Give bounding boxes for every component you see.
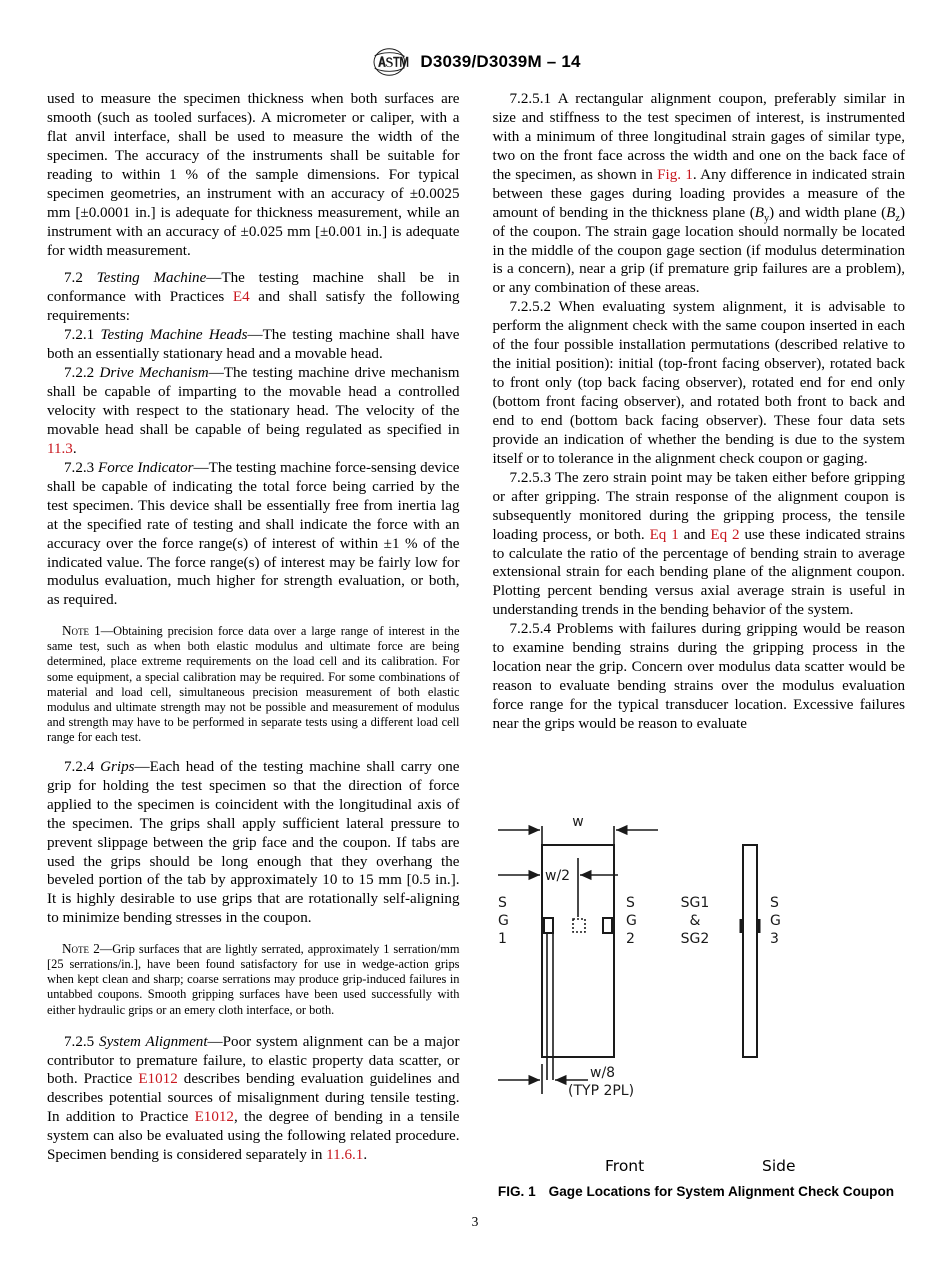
section-number: 7.2.5 <box>64 1033 95 1050</box>
note-text: Grip surfaces that are lightly serrated, approximately 1 serration/mm [25 serrations/in.], have been found satisfactory for use in wedge-action grips when kept clean and sharp; coarse serrations may produce grip-induced failures in untabbed coupons. Smooth gripping surfaces have been used successfully with either hydraulic grips or an emery cloth interface, or both. <box>47 942 460 1017</box>
section-text: The testing machine drive mechanism shall be capable of imparting to the movable head a controlled velocity with respect to the stationary head. The velocity of the movable head shall be capable of being regulated as specified in <box>47 365 460 438</box>
symbol-by-subscript: y <box>764 212 770 224</box>
svg-text:SG2: SG2 <box>680 931 710 947</box>
figure-caption-number: FIG. 1 <box>497 1184 536 1199</box>
page-number: 3 <box>471 1214 479 1229</box>
section-7-2-1 <box>47 326 460 364</box>
dimension-label-w8: w/8 <box>590 1065 616 1081</box>
figure-caption-title: Gage Locations for System Alignment Check Coupon <box>548 1184 895 1199</box>
page-header <box>0 46 950 78</box>
front-gage-markers <box>544 918 612 933</box>
section-7-2-2 <box>47 364 460 459</box>
em-dash: — <box>208 365 224 382</box>
label-sg1 <box>498 895 509 947</box>
section-number: 7.2.2 <box>64 365 95 382</box>
side-gage-front-marker <box>740 919 744 933</box>
section-text: Problems with failures during gripping would be reason to examine bending strains during the gripping process in the location near the grip. Concern over modulus data scatter would be reason to evaluate bending strains over the modulus evaluation force range for the typical transducer location. Excessive failures near the grips would be reason to evaluate <box>492 621 905 732</box>
figure-caption <box>490 1184 902 1199</box>
section-text-cont-2: , the degree of bending in a tensile system can also be evaluated using the following related procedure. Specimen bending is considered separately in <box>47 1109 460 1164</box>
reference-link-11-3[interactable]: 11.3 <box>47 440 73 457</box>
section-text-cont: and shall satisfy the following requirements: <box>47 289 460 325</box>
reference-link-e4[interactable]: E4 <box>232 289 250 306</box>
strain-gage-2-marker <box>603 918 612 933</box>
dimension-label-typ-2pl: (TYP 2PL) <box>568 1083 635 1099</box>
symbol-by-base: B <box>754 204 764 221</box>
section-number: 7.2.5.3 <box>509 469 552 486</box>
section-text: The zero strain point may be taken either before gripping or after gripping. The strain response of the alignment coupon is subsequently monitored during the gripping process, the tensile loading process, or both. <box>492 469 905 543</box>
figure-1-block <box>490 812 902 1199</box>
strain-gage-1-marker <box>544 918 553 933</box>
section-text: The testing machine shall have both an essentially stationary head and a movable head. <box>47 327 460 363</box>
section-number: 7.2.5.1 <box>509 91 552 107</box>
em-dash: — <box>99 942 113 957</box>
svg-text:G: G <box>770 913 781 929</box>
section-text: Poor system alignment can be a major contributor to premature failure, to elastic property data scatter, or both. Practice <box>47 1033 460 1088</box>
em-dash: — <box>134 758 150 775</box>
svg-text:1: 1 <box>498 931 507 947</box>
section-number: 7.2.5.4 <box>509 621 552 638</box>
section-number: 7.2.5.2 <box>509 299 552 316</box>
left-column <box>47 90 460 1165</box>
figure-view-labels <box>490 1157 902 1181</box>
section-7-2-5-1 <box>493 90 906 298</box>
svg-text:3: 3 <box>770 931 779 947</box>
view-label-front: Front <box>605 1157 645 1175</box>
label-sg1-and-sg2 <box>681 895 710 947</box>
section-number: 7.2.4 <box>64 758 95 775</box>
section-7-2-5 <box>47 1033 460 1166</box>
gage-location-diagram <box>490 812 902 1157</box>
dimension-label-w: w <box>572 814 584 830</box>
section-number: 7.2.3 <box>64 459 95 476</box>
reference-link-eq-1[interactable]: Eq 1 <box>649 526 679 543</box>
em-dash: — <box>206 270 222 287</box>
section-7-2-3 <box>47 459 460 611</box>
symbol-bz-subscript: z <box>895 212 900 224</box>
astm-logo <box>369 46 411 78</box>
em-dash: — <box>247 327 263 344</box>
strain-gage-3-hidden-marker <box>573 919 585 932</box>
section-text: The testing machine force-sensing device shall be capable of indicating the total force being carried by the test specimen. This device shall be essentially free from inertia lag at the specified rate of testing and shall indicate the force with an accuracy over the force range(s) of interest of within ±1 % of the indicated value. The force range(s) of interest may be fairly low for modulus evaluation, much higher for strength evaluation, or both, as required. <box>47 459 460 609</box>
side-gage-markers <box>740 919 761 933</box>
section-text-end: . <box>363 1147 368 1164</box>
reference-link-11-6-1[interactable]: 11.6.1 <box>326 1147 364 1164</box>
section-7-2-5-3 <box>493 469 906 621</box>
em-dash: — <box>193 459 209 476</box>
reference-link-e1012-first[interactable]: E1012 <box>138 1071 178 1088</box>
section-title: Testing Machine Heads <box>100 327 248 344</box>
section-text-end: use these indicated strains to calculate the ratio of the percentage of bending strain to average extensional strain for each bending plane of the alignment coupon. Plotting percent bending versus axial average strain is useful in understanding trends in the bending behavior of the system. <box>492 526 906 619</box>
svg-text:2: 2 <box>626 931 635 947</box>
reference-link-eq-2[interactable]: Eq 2 <box>710 526 740 543</box>
section-title: Drive Mechanism <box>99 365 209 382</box>
section-number: 7.2 <box>64 270 83 287</box>
section-7-2-4 <box>47 758 460 928</box>
note-text: Obtaining precision force data over a large range of interest in the same test, such as when both elastic modulus and ultimate force are being determined, place extreme requirements on the load cell and its calibration. For some equipment, a special calibration may be required. For some combinations of material and load cell, simultaneous precision measurement of both elastic modulus and ultimate strength may not be possible and measurement of modulus and strength may have to be performed in separate tests using a different load cell range for each test. <box>47 624 460 744</box>
label-sg2 <box>626 895 637 947</box>
reference-link-fig-1[interactable]: Fig. 1 <box>657 166 693 183</box>
svg-text:G: G <box>626 913 637 929</box>
svg-text:S: S <box>626 895 635 911</box>
symbol-bz-base: B <box>886 204 896 221</box>
view-label-side: Side <box>762 1157 796 1175</box>
section-text-end: ) of the coupon. The strain gage location should normally be located in the middle of the coupon gage section (if modulus determination is a concern), near a grip (if premature grip failures are a problem), or any combination of these areas. <box>492 204 905 297</box>
section-text-cont: and <box>678 526 711 543</box>
label-sg3 <box>770 895 781 947</box>
section-text-cont: describes bending evaluation guidelines and describes potential sources of misalignment during tensile testing. In addition to Practice <box>47 1071 460 1126</box>
section-text-cont: . Any difference in indicated strain between these gages during loading provides a measure of the amount of bending in the thickness plane ( <box>492 166 905 221</box>
section-text: When evaluating system alignment, it is advisable to perform the alignment check with the same coupon inserted in each of the four possible installation permutations (described relative to the initial position): initial (top-front facing observer), rotated back to front only (top back facing observer), rotated end for end only (bottom front facing observer), and rotated both front to back and end to end (bottom back facing observer). These four data sets provide an indication of whether the bending is due to the system itself or to tolerance in the alignment check coupon or gaging. <box>492 299 905 467</box>
document-designation: D3039/D3039M – 14 <box>420 52 581 71</box>
svg-text:S: S <box>498 895 507 911</box>
section-7-2-5-4 <box>493 620 906 734</box>
section-text-cont: . <box>72 440 77 457</box>
note-label: Note 1 <box>62 623 101 639</box>
section-title: Force Indicator <box>98 459 194 476</box>
section-7-2-5-2 <box>493 298 906 468</box>
svg-text:&: & <box>689 913 701 929</box>
section-number: 7.2.1 <box>64 327 95 344</box>
note-1 <box>47 623 460 745</box>
section-text: Each head of the testing machine shall carry one grip for holding the test specimen so that the direction of force applied to the specimen is coincident with the longitudinal axis of the specimen. The grips shall apply sufficient lateral pressure to prevent slippage between the grip face and the coupon. If tabs are used the grips should be long enough that they overhang the beveled portion of the tab by approximately 10 to 15 mm [0.5 in.]. It is highly desirable to use grips that are rotationally self-aligning to minimize bending stresses in the coupon. <box>47 758 460 927</box>
dimension-half-width <box>498 858 618 917</box>
em-dash: — <box>207 1033 223 1050</box>
paragraph-continued: used to measure the specimen thickness when both surfaces are smooth (such as tooled surfaces). A micrometer or caliper, with a flat anvil interface, shall be used to measure the width of the specimen. The accuracy of the instruments shall be suitable for reading to within 1 % of the sample dimensions. For typical specimen geometries, an instrument with an accuracy of ±0.0025 mm [±0.0001 in.] is adequate for thickness measurement, while an instrument with an accuracy of ±0.025 mm [±0.001 in.] is adequate for width measurement. <box>47 91 460 259</box>
dimension-label-w2: w/2 <box>545 868 571 884</box>
em-dash: — <box>100 624 114 639</box>
section-text: A rectangular alignment coupon, preferably similar in size and stiffness to the test specimen of interest, is instrumented with a minimum of three longitudinal strain gages of similar type, two on the front face across the width and one on the back face of the specimen, as shown in <box>492 91 905 183</box>
note-2 <box>47 941 460 1017</box>
svg-text:S: S <box>770 895 779 911</box>
section-title: System Alignment <box>99 1033 208 1050</box>
figure-1-drawing <box>490 812 902 1157</box>
note-label: Note 2 <box>62 941 100 957</box>
reference-link-e1012-second[interactable]: E1012 <box>194 1109 234 1126</box>
section-7-2 <box>47 269 460 326</box>
section-title: Grips <box>100 758 135 775</box>
svg-text:SG1: SG1 <box>680 895 710 911</box>
section-text-cont-2: ) and width plane ( <box>769 204 887 221</box>
section-text: The testing machine shall be in conformance with Practices <box>47 270 460 306</box>
section-title: Testing Machine <box>96 270 207 287</box>
svg-text:G: G <box>498 913 509 929</box>
side-gage-back-marker <box>757 919 761 933</box>
side-coupon-outline <box>743 845 757 1057</box>
